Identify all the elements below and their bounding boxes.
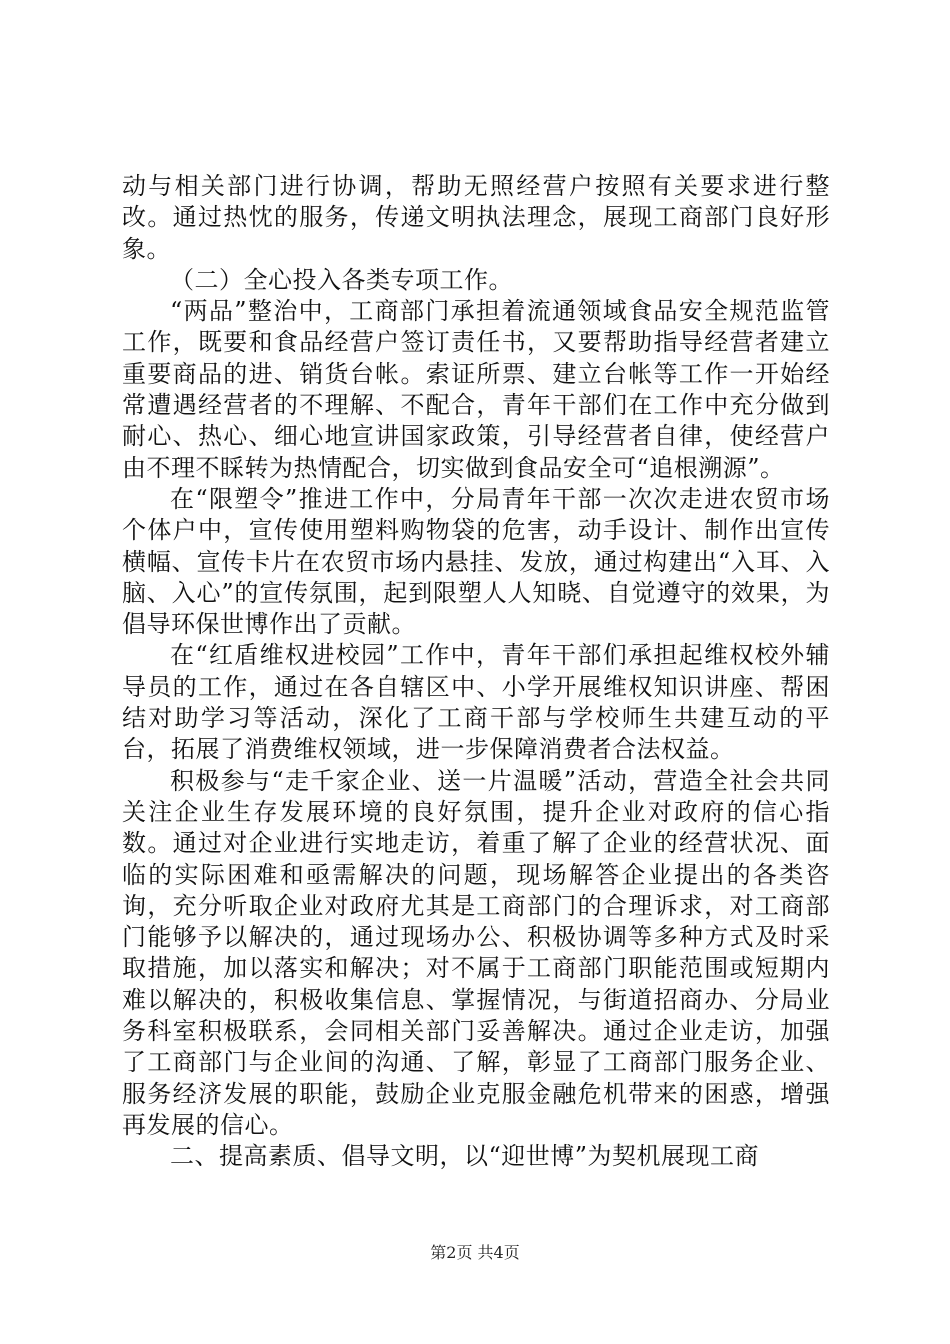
page-footer xyxy=(0,1243,950,1263)
paragraph: 在“红盾维权进校园”工作中，青年干部们承担起维权校外辅导员的工作，通过在各自辖区中、小学开展维权知识讲座、帮困结对助学习等活动，深化了工商干部与学校师生共建互动的平台，拓展了消费维权领域，进一步保障消费者合法权益。 xyxy=(122,641,830,764)
section-heading: 二、提高素质、倡导文明，以“迎世博”为契机展现工商 xyxy=(170,1142,760,1171)
paragraph: 在“限塑令”推进工作中，分局青年干部一次次走进农贸市场个体户中，宣传使用塑料购物袋的危害，动手设计、制作出宣传横幅、宣传卡片在农贸市场内悬挂、发放，通过构建出“入耳、入脑、入心”的宣传氛围，起到限塑人人知晓、自觉遵守的效果，为倡导环保世博作出了贡献。 xyxy=(122,484,830,639)
paragraph: 积极参与“走千家企业、送一片温暖”活动，营造全社会共同关注企业生存发展环境的良好氛围，提升企业对政府的信心指数。通过对企业进行实地走访，着重了解了企业的经营状况、面临的实际困难和亟需解决的问题，现场解答企业提出的各类咨询，充分听取企业对政府尤其是工商部门的合理诉求，对工商部门能够予以解决的，通过现场办公、积极协调等多种方式及时采取措施，加以落实和解决；对不属于工商部门职能范围或短期内难以解决的，积极收集信息、掌握情况，与街道招商办、分局业务科室积极联系，会同相关部门妥善解决。通过企业走访，加强了工商部门与企业间的沟通、了解，彰显了工商部门服务企业、服务经济发展的职能，鼓励企业克服金融危机带来的困惑，增强再发展的信心。 xyxy=(122,766,830,1139)
paragraph-continuation: 动与相关部门进行协调，帮助无照经营户按照有关要求进行整改。通过热忱的服务，传递文明执法理念，展现工商部门良好形象。 xyxy=(122,172,830,263)
document-body xyxy=(122,171,830,1173)
page-number-label: 第2页 共4页 xyxy=(430,1243,520,1262)
section-heading: （二）全心投入各类专项工作。 xyxy=(170,265,513,294)
paragraph: “两品”整治中，工商部门承担着流通领域食品安全规范监管工作，既要和食品经营户签订责任书，又要帮助指导经营者建立重要商品的进、销货台帐。索证所票、建立台帐等工作一开始经常遭遇经营者的不理解、不配合，青年干部们在工作中充分做到耐心、热心、细心地宣讲国家政策，引导经营者自律，使经营户由不理不睬转为热情配合，切实做到食品安全可“追根溯源”。 xyxy=(122,297,830,482)
